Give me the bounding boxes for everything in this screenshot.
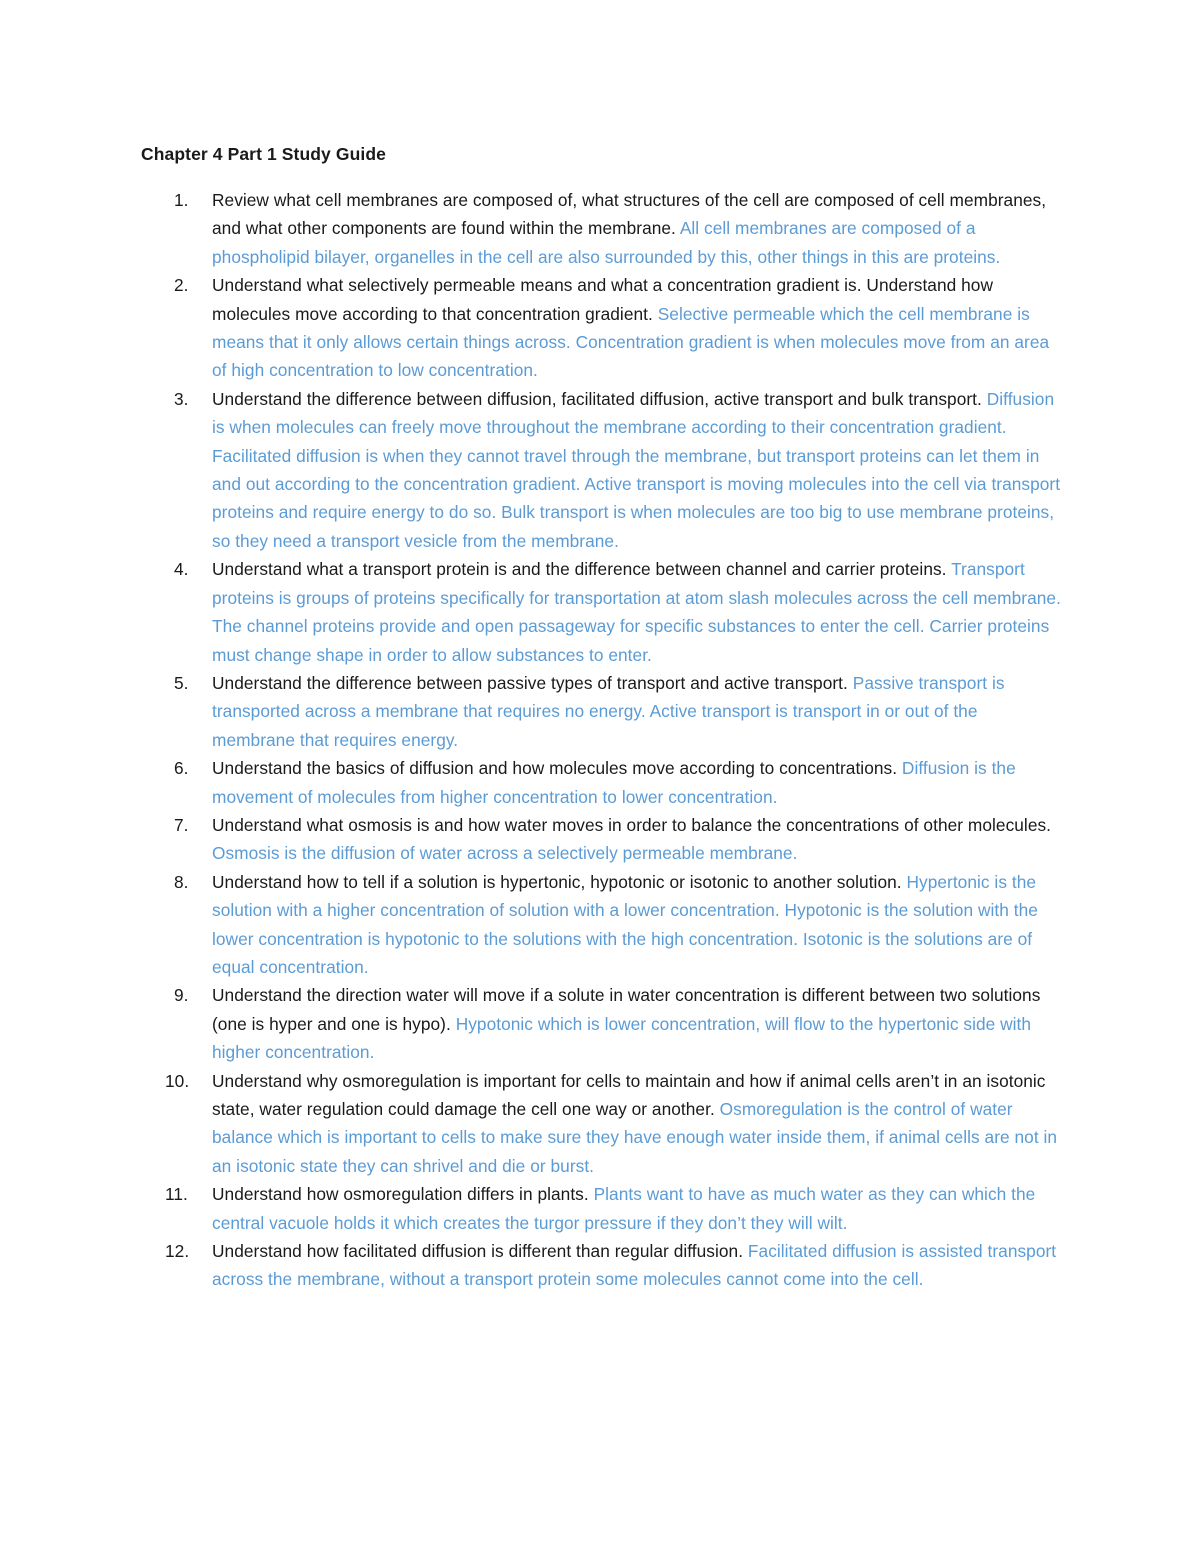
answer-text: Hypotonic which is lower concentration, will flow to the hypertonic side with higher concentration. bbox=[212, 1013, 1032, 1063]
item-number: 4. bbox=[174, 559, 189, 580]
answer-text: Transport proteins is groups of proteins specifically for transportation at atom slash molecules across the cell membrane. The channel proteins provide and open passageway for specific substances to enter the cell. Carrier proteins must change shape in order to allow substances to enter. bbox=[212, 559, 1061, 665]
question-text: Understand the difference between passive types of transport and active transport. bbox=[212, 672, 848, 693]
item-number: 1. bbox=[174, 190, 189, 210]
list-item bbox=[141, 981, 1061, 1066]
answer-text: Diffusion is the movement of molecules from higher concentration to lower concentration. bbox=[212, 758, 1016, 807]
item-number: 6. bbox=[174, 758, 189, 779]
answer-text: All cell membranes are composed of a phospholipid bilayer, organelles in the cell are also surrounded by this, other things in this are proteins. bbox=[212, 218, 1001, 267]
item-number: 8. bbox=[174, 871, 189, 892]
answer-text: Osmosis is the diffusion of water across a selectively permeable membrane. bbox=[212, 843, 798, 864]
answer-text: Diffusion is when molecules can freely move throughout the membrane according to their concentration gradient. Facilitated diffusion is when they cannot travel through the membrane, but transport proteins can let them in and out according to the concentration gradient. Active transport is moving molecules into the cell via transport proteins and require energy to do so. Bulk transport is when molecules are too big to use membrane proteins, so they need a transport vesicle from the membrane. bbox=[212, 388, 1061, 551]
item-number: 9. bbox=[174, 985, 189, 1006]
answer-text: Passive transport is transported across a membrane that requires no energy. Active transport is transport in or out of the membrane that requires energy. bbox=[212, 672, 1005, 750]
answer-text: Selective permeable which the cell membrane is means that it only allows certain things across. Concentration gradient is when molecules move from an area of high concentration to low concentration. bbox=[212, 303, 1050, 381]
question-text: Understand the basics of diffusion and how molecules move according to concentrations. bbox=[212, 758, 898, 779]
list-item bbox=[141, 669, 1061, 754]
answer-text: Osmoregulation is the control of water balance which is important to cells to make sure they have enough water inside them, if animal cells are not in an isotonic state they can shrivel and die or burst. bbox=[212, 1099, 1058, 1176]
answer-text: Hypertonic is the solution with a higher concentration of solution with a lower concentration. Hypotonic is the solution with the lower concentration is hypotonic to the solutions with the high concentration. Isotonic is the solutions are of equal concentration. bbox=[212, 871, 1038, 977]
document-title: Chapter 4 Part 1 Study Guide bbox=[141, 144, 386, 164]
item-number: 5. bbox=[174, 672, 189, 693]
question-text: Understand the direction water will move if a solute in water concentration is different between two solutions (one is hyper and one is hypo). bbox=[212, 985, 1041, 1034]
item-number: 11. bbox=[165, 1184, 188, 1205]
list-item bbox=[141, 1237, 1061, 1294]
question-text: Understand why osmoregulation is important for cells to maintain and how if animal cells aren’t in an isotonic state, water regulation could damage the cell one way or another. bbox=[212, 1070, 1046, 1119]
question-text: Review what cell membranes are composed of, what structures of the cell are composed of cell membranes, and what other components are found within the membrane. bbox=[212, 190, 1047, 239]
study-guide-list bbox=[141, 186, 1061, 1294]
list-item bbox=[141, 186, 1061, 271]
question-text: Understand what osmosis is and how water moves in order to balance the concentrations of other molecules. bbox=[212, 814, 1052, 835]
item-number: 10. bbox=[165, 1070, 190, 1091]
list-item bbox=[141, 754, 1061, 811]
question-text: Understand what selectively permeable means and what a concentration gradient is. Understand how molecules move according to that concentration gradient. bbox=[212, 275, 993, 324]
item-number: 12. bbox=[165, 1241, 190, 1262]
list-item bbox=[141, 1180, 1061, 1237]
list-item bbox=[141, 1067, 1061, 1181]
list-item bbox=[141, 271, 1061, 385]
answer-text: Facilitated diffusion is assisted transport across the membrane, without a transport protein some molecules cannot come into the cell. bbox=[212, 1241, 1057, 1290]
question-text: Understand what a transport protein is and the difference between channel and carrier proteins. bbox=[212, 559, 947, 580]
answer-text: Plants want to have as much water as they can which the central vacuole holds it which creates the turgor pressure if they don’t they will wilt. bbox=[212, 1184, 1036, 1233]
list-item bbox=[141, 385, 1061, 555]
question-text: Understand how facilitated diffusion is different than regular diffusion. bbox=[212, 1241, 744, 1262]
item-number: 2. bbox=[174, 275, 189, 296]
list-item bbox=[141, 555, 1061, 669]
question-text: Understand how to tell if a solution is hypertonic, hypotonic or isotonic to another solution. bbox=[212, 871, 902, 892]
question-text: Understand the difference between diffusion, facilitated diffusion, active transport and bulk transport. bbox=[212, 388, 982, 409]
item-number: 7. bbox=[174, 814, 189, 835]
list-item bbox=[141, 868, 1061, 982]
list-item bbox=[141, 811, 1061, 868]
item-number: 3. bbox=[174, 388, 189, 409]
question-text: Understand how osmoregulation differs in plants. bbox=[212, 1184, 589, 1205]
